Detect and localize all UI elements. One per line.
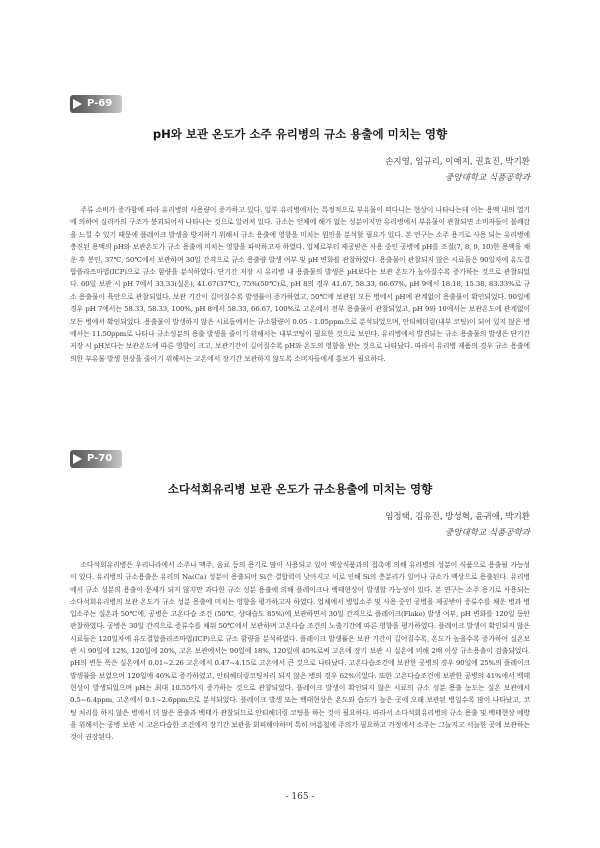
abstract-code-tag <box>70 95 122 113</box>
abstract-title: pH와 보관 온도가 소주 유리병의 규소 용출에 미치는 영향 <box>152 127 448 141</box>
triangle-marker-icon <box>73 99 82 109</box>
abstract-body: 주류 소비가 증가함에 따라 유리병의 사용량이 증가하고 있다. 일부 유리병에서는 특정적으로 부유물이 떠다니는 현상이 나타나는데 이는 용액 내의 열기에 의하여 실리카의 구조가 붕괴되어서 나타나는 것으로 알려져 있다. 규소는 인체에 해가 없는 성분이지만 유리병에서 부유물이 관찰되면 소비자들이 불쾌감을 느낄 수 있기 때문에 플레이크 발생을 방지하기 위해서 규소 용출에 영향을 미치는 원인을 분석할 필요가 있다. 본 연구는 소주 용기로 사용 되는 유리병에 충진된 용액의 pH와 보관온도가 규소 용출에 미치는 영향을 파악하고자 하였다. 업체로부터 제공받은 사용 중인 공병에 pH를 조절(7, 8, 9, 10)한 용액을 채운 후 봉인, 37℃, 50℃에서 보관하며 30일 간격으로 규소 용출량 발생 여부 및 pH 변화를 관찰하였다. 용출물이 관찰되지 않은 시료들은 90일차에 유도결합플라즈마법(ICP)으로 규소 함량을 분석하였다. 단기간 저장 시 유리병 내 용출물의 발생은 pH보다는 보관 온도가 높아질수록 증가하는 것으로 관찰되었다. 60일 보관 시 pH 7에서 33.33(실온), 41.67(37℃), 75%(50℃)로, pH 8의 경우 41.67, 58.33, 66.67%, pH 9에서 18.18, 15.38, 83.33%로 규소 용출물이 육안으로 관찰되었다. 보관 기간이 길어질수록 발생률이 증가하였고, 50℃에 보관된 모든 병에서 pH에 관계없이 용출물이 확인되었다. 90일에 경우 pH 7에서는 58.33, 58.33, 100%, pH 8에서 58.33, 66.67, 100%로 고온에서 전부 용출물이 관찰되었고, pH 9와 10에서는 보관온도에 관계없이 모든 병에서 확인되었다. 용출물이 발생하지 않은 시료들에서는 규소함량이 0.05 - 1.05ppm으로 분석되었으며, 안티헤더링(내부 코팅)이 되어 있지 않은 병에서는 11.50ppm로 나타나 규소성분의 용출 발생을 줄이기 위해서는 내부코팅이 필요한 것으로 보인다. 유리병에서 발견되는 규소 용출물의 발생은 단기간 저장 시 pH보다는 보관온도에 따른 영향이 크고, 보관기간이 길어질수록 pH와 온도의 영향을 받는 것으로 나타났다. 따라서 유리병 제품의 경우 규소 용출에 의한 부유물 발생 현상을 줄이기 위해서는 고온에서 장기간 보관하지 않도록 소비자들에게 홍보가 필요하다. <box>70 206 530 363</box>
abstract-p69 <box>70 95 530 365</box>
abstract-code: P-70 <box>87 453 113 464</box>
abstract-authors: 손지영, 임규리, 이예지, 권효진, 박기환 <box>385 157 530 167</box>
abstract-authors: 임정택, 김유진, 방성혁, 윤귀애, 박기환 <box>385 512 530 522</box>
abstract-body: 소다석회유리병은 우리나라에서 소주나 맥주, 음료 등의 용기로 많이 사용되고 있어 액상식품과의 접촉에 의해 유리병의 성분이 식품으로 용출될 가능성이 있다. 유리병의 규소용출은 유리의 Na(Ca) 성분이 용출되어 Si간 결합력이 낮아지고 이로 인해 Si의 층분리가 일어나 규소가 액상으로 용출된다. 유리병에서 규소 성분의 용출이 문제가 되지 않지만 과다한 규소 성분 용출에 의해 플레이크나 백태현상이 발생할 가능성이 있다. 본 연구는 소주 용기로 사용되는 소다석회유리병의 보관 온도가 규소 성분 용출에 미치는 영향을 평가하고자 하였다. 업체에서 병입소주 및 사용 중인 공병을 제공받아 증류수를 채운 병과 병입소주는 실온과 50℃에, 공병은 고온다습 조건 (50℃, 상대습도 85%)에 보관하면서 30일 간격으로 플레이크(Flake) 발생 여부, pH 변화를 120일 동안 관찰하였다. 공병은 30일 간격으로 증류수를 채워 50℃에서 보관하며 고온다습 조건의 노출기간에 따른 영향을 평가하였다. 플레이크 발생이 확인되지 않은 시료들은 120일차에 유도결합플라즈마법(ICP)으로 규소 함량을 분석하였다. 플레이크 발생률은 보관 기간이 길어질수록, 온도가 높을수록 증가하여 실온보관 시 90일에 12%, 120일에 20%, 고온 보관에서는 90일에 18%, 120일에 45%로써 고온에 장기 보관 시 실온에 비해 2배 이상 규소용출이 검출되었다. pH의 변동 폭은 실온에서 0.01~2.26 고온에서 0.47~4.15로 고온에서 큰 것으로 나타났다. 고온다습조건에 보관한 공병의 경우 90일에 25%의 플레이크 발생률을 보였으며 120일에 46%로 증가하였고, 안티헤더링코팅처리 되지 않은 병의 경우 62%이었다. 또한 고온다습조건에 보관한 공병의 41%에서 백태현상이 발생되었으며 pH는 최대 10.55까지 증가하는 것으로 관찰되었다. 플레이크 발생이 확인되지 않은 시료의 규소 성분 용출 농도는 실온 보관에서 0.5~6.4ppm, 고온에서 0.1~2.6ppm으로 분석되었다. 플레이크 발생 또는 백태현상은 온도와 습도가 높은 곳에 오래 보관된 병일수록 많이 나타났고, 코팅 처리를 하지 않은 병에서 더 많은 용출과 백태가 관찰되므로 안티헤더링 코팅을 하는 것이 필요하다. 따라서 소다석회유리병의 규소 용출 및 백태현상 예방을 위해서는 공병 보관 시 고온다습한 조건에서 장기간 보관을 회피해야하며 특히 여름철에 주의가 필요하고 가정에서 소주는 그늘지고 서늘한 곳에 보관하는 것이 권장된다. <box>70 561 530 742</box>
abstract-affiliation: 중앙대학교 식품공학과 <box>445 173 530 183</box>
abstract-title: 소다석회유리병 보관 온도가 규소용출에 미치는 영향 <box>167 482 433 496</box>
abstract-affiliation: 중앙대학교 식품공학과 <box>445 528 530 538</box>
abstract-code: P-69 <box>87 98 113 109</box>
abstract-p70 <box>70 450 530 743</box>
page-number: - 165 - <box>285 792 315 802</box>
abstract-code-tag <box>70 450 122 468</box>
triangle-marker-icon <box>73 454 82 464</box>
